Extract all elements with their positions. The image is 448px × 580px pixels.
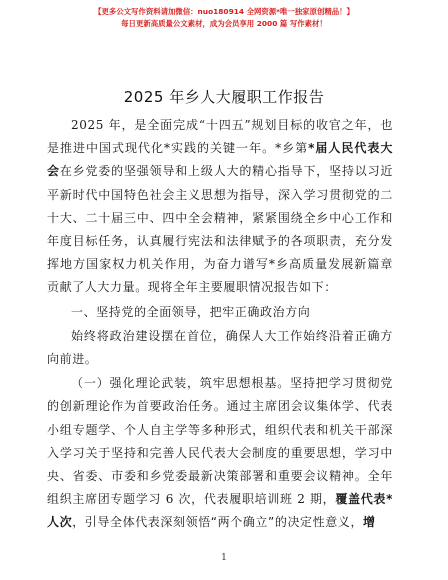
paragraph-intro-rest: 在乡党委的坚强领导和上级人大的精心指导下，坚持以习近平新时代中国特色社会主义思想为指导，深入学习贯彻党的二十大、二十届三中、四中全会精神，紧紧围绕全乡中心工作和年度目标任务，认真履行宪法和法律赋予的各项职责，充分发挥地方国家权力机关作用，为奋力谱写*乡高质量发展新篇章贡献了人大力量。现将全年主要履职情况报告如下： bbox=[47, 164, 393, 295]
paragraph-subsection-1-bold: 覆盖代表*人次 bbox=[47, 492, 393, 530]
page-number: 1 bbox=[221, 553, 227, 563]
promo-banner-line-2: 每日更新高质量公文素材，成为会员享用 2000 篇 写作素材！ bbox=[121, 19, 327, 28]
paragraph-intro bbox=[47, 114, 393, 300]
paragraph-subsection-1-text: （一）强化理论武装，筑牢思想根基。坚持把学习贯彻党的创新理论作为首要政治任务。通过主席团会议集体学、代表小组专题学、个人自主学等多种形式，组织代表和机关干部深入学习关于坚持和完善人民代表大会制度的重要思想，学习中央、省委、市委和乡党委最新决策部署和重要会议精神。全年组织主席团专题学习 6 次，代表履职培训班 2 期， bbox=[47, 376, 393, 507]
promo-banner-line-1: 【更多公文写作资料请加微信：nuo180914 全网资源*唯一独家原创精品！】 bbox=[94, 7, 354, 16]
paragraph-subsection-1-sans: ，引导全体代表深刻领悟“两个确立”的决定性意义， bbox=[72, 515, 364, 530]
paragraph-subsection-1 bbox=[47, 372, 393, 534]
paragraph-intro-bold: *届人民代表大会 bbox=[47, 141, 393, 179]
paragraph-subsection-1-bold-2: 增 bbox=[363, 515, 376, 530]
promo-banner bbox=[0, 6, 448, 29]
section-heading-1: 一、坚持党的全面领导，把牢正确政治方向 bbox=[71, 304, 311, 319]
document-title: 2025 年乡人大履职工作报告 bbox=[123, 88, 325, 106]
paragraph-intro-text: 2025 年，是全面完成“十四五”规划目标的收官之年，也是推进中国式现代化*实践的关键一年。*乡第 bbox=[47, 118, 393, 156]
document-body bbox=[47, 114, 393, 535]
paragraph-section-1: 始终将政治建设摆在首位，确保人大工作始终沿着正确方向前进。 bbox=[47, 328, 393, 367]
